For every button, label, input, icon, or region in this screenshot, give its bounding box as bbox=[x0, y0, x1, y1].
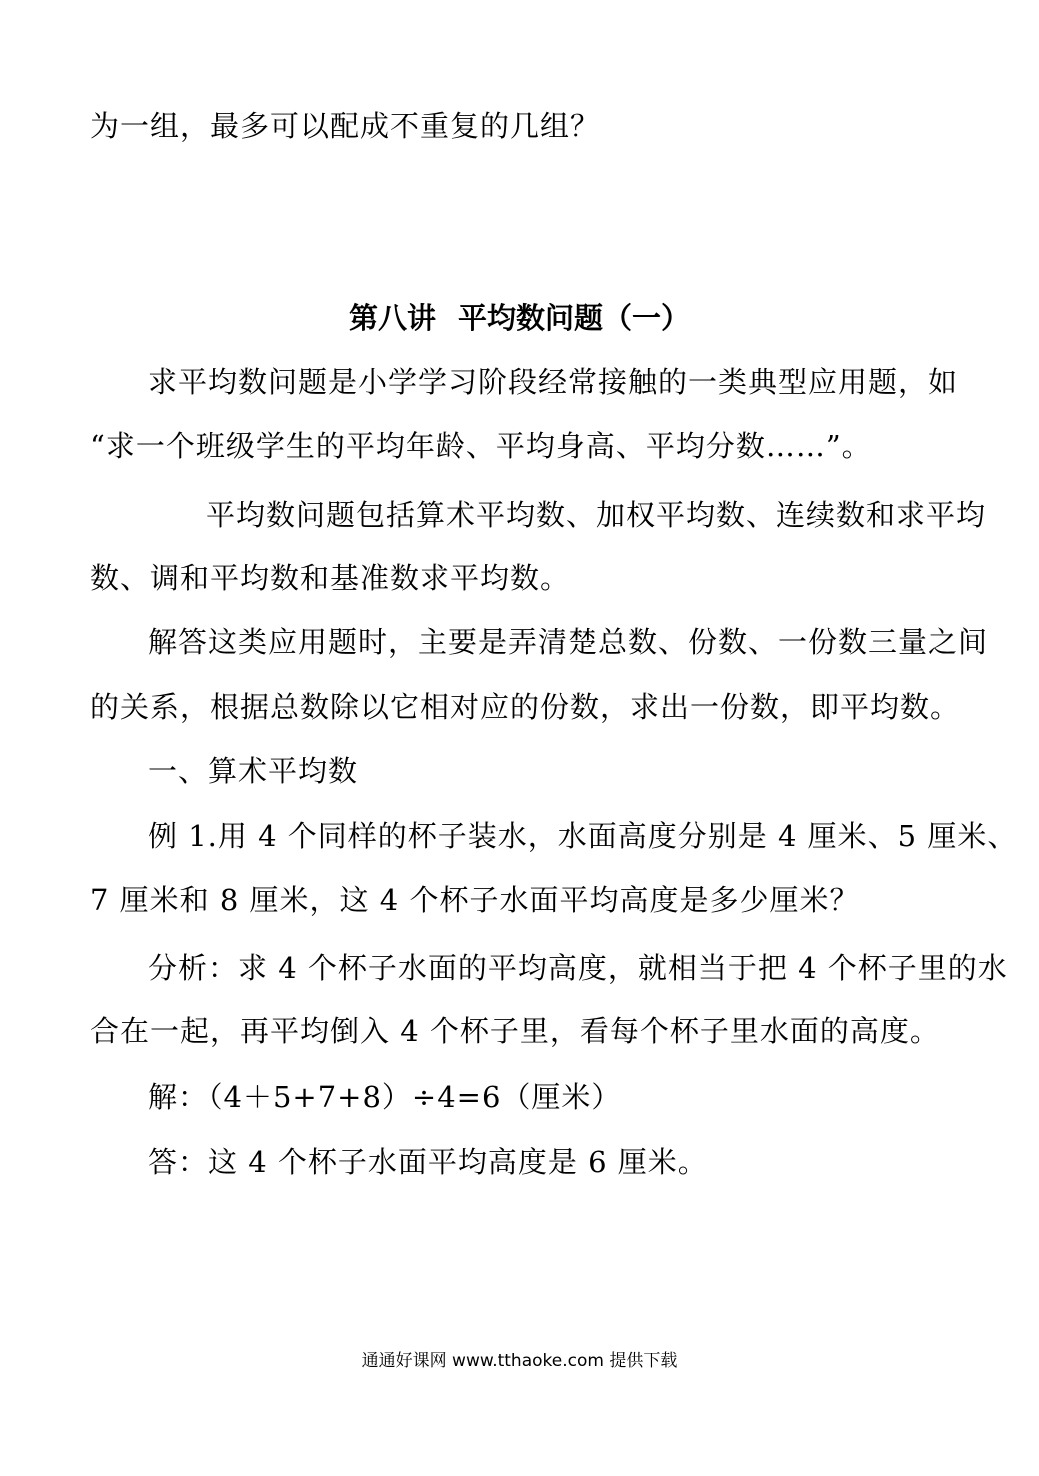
method-paragraph-line-1: 解答这类应用题时，主要是弄清楚总数、份数、一份数三量之间 bbox=[148, 625, 989, 659]
solution-line: 解：（4＋5+7+8）÷4=6（厘米） bbox=[148, 1080, 622, 1114]
answer-line: 答：这 4 个杯子水面平均高度是 6 厘米。 bbox=[148, 1145, 708, 1179]
example-line-1: 例 1.用 4 个同样的杯子装水，水面高度分别是 4 厘米、5 厘米、 bbox=[148, 819, 1018, 853]
intro-paragraph-line-2: “求一个班级学生的平均年龄、平均身高、平均分数……”。 bbox=[90, 429, 872, 463]
section-title bbox=[0, 298, 1039, 338]
analysis-line-1: 分析：求 4 个杯子水面的平均高度，就相当于把 4 个杯子里的水 bbox=[148, 951, 1008, 985]
continuation-text: 为一组，最多可以配成不重复的几组？ bbox=[90, 109, 601, 143]
section-title-lecture: 第八讲 bbox=[348, 301, 436, 335]
analysis-line-2: 合在一起，再平均倒入 4 个杯子里，看每个杯子里水面的高度。 bbox=[90, 1014, 940, 1048]
types-paragraph-line-1: 平均数问题包括算术平均数、加权平均数、连续数和求平均 bbox=[206, 498, 987, 532]
example-line-2: 7 厘米和 8 厘米，这 4 个杯子水面平均高度是多少厘米？ bbox=[90, 883, 860, 917]
method-paragraph-line-2: 的关系，根据总数除以它相对应的份数，求出一份数，即平均数。 bbox=[90, 690, 961, 724]
subsection-heading: 一、算术平均数 bbox=[148, 754, 359, 788]
intro-paragraph-line-1: 求平均数问题是小学学习阶段经常接触的一类典型应用题，如 bbox=[148, 365, 959, 399]
types-paragraph-line-2: 数、调和平均数和基准数求平均数。 bbox=[90, 561, 571, 595]
footer-source-text: 通通好课网 www.tthaoke.com 提供下载 bbox=[361, 1351, 678, 1371]
section-title-topic: 平均数问题（一） bbox=[458, 301, 691, 335]
